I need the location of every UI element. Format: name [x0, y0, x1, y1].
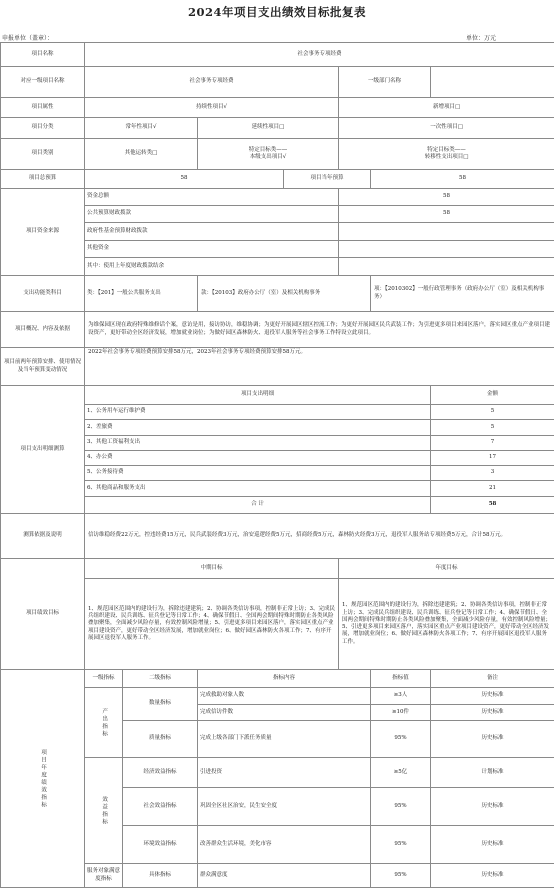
details-head-item: 项目支出明细	[85, 386, 431, 405]
first-class-value: 社会事务专项经费	[85, 67, 339, 98]
ind-l2: 具体指标	[123, 864, 198, 888]
ind-head-note: 备注	[431, 670, 554, 688]
total-budget-label: 项目总预算	[1, 170, 85, 189]
goals-mid-head: 中期目标	[85, 559, 339, 579]
detail-row-name: 5、公务接待费	[85, 466, 431, 481]
detail-row-value: 7	[431, 436, 554, 451]
function-label: 支出功能类科目	[1, 276, 85, 312]
detail-row-value: 5	[431, 420, 554, 436]
ind-l2: 环境效益指标	[123, 826, 198, 864]
category-label: 项目分类	[1, 118, 85, 139]
amount-unit-label: 单位：万元	[466, 35, 497, 42]
detail-row-name: 2、差旅费	[85, 420, 431, 436]
ind-content: 引进投资	[198, 758, 371, 788]
ind-note: 历史标准	[431, 688, 554, 705]
goals-year-text: 1、规范园区范围内的建设行为，拆除违建建筑；2、协调各类信访事项，控制非正常上访；3、完成民兵组织建设、民兵训练、征兵登记等日常工作；4、确保节假日、全国两会期间特殊时期防止各类风险叠加聚集，全面减少风险存量，有效控制风险增量；5、引进更多项目来园区落户，落实园区重点产业项目建设资产，更好带动全区经济发展，增加就业岗位；6、做好园区森林防火各项工作；7、有序开展园区退役军人服务工作。	[339, 579, 554, 670]
ind-note: 计划标准	[431, 758, 554, 788]
ind-note: 历史标准	[431, 721, 554, 758]
details-label: 项目支出明细测算	[1, 386, 85, 514]
category-routine: 常年性项目√	[85, 118, 198, 139]
indicators-label	[1, 670, 85, 888]
funding-row-name: 其他资金	[85, 241, 339, 258]
ind-output-label	[85, 688, 123, 758]
function-class: 类：【201】一般公共服务支出	[85, 276, 198, 312]
ind-note: 历史标准	[431, 826, 554, 864]
type-special-transfer	[339, 139, 554, 170]
ind-content: 完成上级各部门下派任务质量	[198, 721, 371, 758]
ind-output-label-text: 产出指标	[101, 707, 108, 738]
ind-l2: 质量指标	[123, 721, 198, 758]
ind-value: 95%	[371, 788, 431, 826]
detail-row-value: 17	[431, 451, 554, 466]
overview-label: 项目概况、内容及依据	[1, 312, 85, 348]
history-text: 2022年社会事务专项经费预算安排58万元，2023年社会事务专项经费预算安排58万元。	[85, 348, 554, 386]
ind-content: 改善群众生活环境，美化市容	[198, 826, 371, 864]
detail-row-name: 4、办公费	[85, 451, 431, 466]
type-label: 项目类别	[1, 139, 85, 170]
approval-table	[0, 42, 554, 888]
first-dept-value	[431, 67, 554, 98]
ind-value: 95%	[371, 864, 431, 888]
ind-l2: 社会效益指标	[123, 788, 198, 826]
goals-label: 项目绩效目标	[1, 559, 85, 670]
ind-value: ≥10件	[371, 705, 431, 721]
detail-row-value: 21	[431, 481, 554, 497]
details-total-label: 合 计	[85, 497, 431, 514]
detail-row-name: 3、其他工资福利支出	[85, 436, 431, 451]
project-name-label: 项目名称	[1, 43, 85, 67]
type-special-local	[198, 139, 339, 170]
ind-l2: 数量指标	[123, 688, 198, 721]
category-once: 一次性项目□	[339, 118, 554, 139]
ind-content: 巩固全区社区治安，民生安全度	[198, 788, 371, 826]
detail-row-value: 5	[431, 405, 554, 420]
detail-row-name: 6、其他商品和服务支出	[85, 481, 431, 497]
overview-text: 为维保园区现在政府特殊维修话个案，意访是用，接访协访，维稳协调；为更好开展园区辖区控流工作；为更好开展园区民兵武装工作；为引进更多项目来园区落户，落实园区重点产业项目建设资产，更好带动全区经济发展，增加就业岗位；为做好园区森林防火、退役军人服务等社会事务工作特设立此项目。	[85, 312, 554, 348]
goals-year-head: 年度目标	[339, 559, 554, 579]
funding-row-value: 58	[339, 206, 554, 223]
ind-head-content: 指标内容	[198, 670, 371, 688]
ind-head-l2: 二级指标	[123, 670, 198, 688]
ind-benefit-label	[85, 758, 123, 864]
attr-new: 新增项目□	[339, 98, 554, 118]
history-label: 项目前两年预算安排、使用情况及当年预算变动情况	[1, 348, 85, 386]
ind-head-l1: 一级指标	[85, 670, 123, 688]
detail-row-name: 1、公务用车运行维护费	[85, 405, 431, 420]
funding-label: 项目资金来源	[1, 189, 85, 276]
page-title: 2024年项目支出绩效目标批复表	[187, 5, 366, 19]
type-special-local-line1: 特定目标类——	[248, 146, 288, 153]
first-dept-label: 一级部门名称	[339, 67, 431, 98]
attr-label: 项目属性	[1, 98, 85, 118]
ind-content: 完成信访件数	[198, 705, 371, 721]
attr-continuous: 持续性项目√	[85, 98, 339, 118]
ind-note: 历史标准	[431, 705, 554, 721]
ind-value: ≥3人	[371, 688, 431, 705]
applicant-unit-label: 申报单位（盖章）：	[2, 35, 54, 42]
funding-row-name: 其中：使用上年度财政拨款结余	[85, 258, 339, 276]
calc-text: 信访维稳经费22万元，控违经费15万元，民兵武装经费3万元，治安巡逻经费5万元，招商经费5万元，森林防火经费3万元，退役军人服务站专项经费5万元，合计58万元。	[85, 514, 554, 559]
calc-label: 测算依据及说明	[1, 514, 85, 559]
project-name-value: 社会事务专项经费	[85, 43, 554, 67]
indicators-label-text: 项目年度绩效指标	[40, 748, 47, 809]
funding-row-value	[339, 241, 554, 258]
ind-l2: 经济效益指标	[123, 758, 198, 788]
ind-content: 群众满意度	[198, 864, 371, 888]
function-section: 款：【20103】政府办公厅（室）及相关机构事务	[198, 276, 371, 312]
ind-service-label: 服务对象满意度指标	[85, 864, 123, 888]
detail-row-value: 3	[431, 466, 554, 481]
funding-row-name: 资金总额	[85, 189, 339, 206]
funding-row-value: 58	[339, 189, 554, 206]
year-budget-value: 58	[371, 170, 554, 189]
details-head-amount: 金额	[431, 386, 554, 405]
goals-mid-text: 1、规范园区范围内的建设行为，拆除违建建筑；2、协调各类信访事项，控制非正常上访；3、完成民兵组织建设、民兵训练、征兵登记等日常工作；4、确保节假日、全国两会期间特殊时期防止各类风险叠加聚集，全面减少风险存量，有效控制风险增量；5、引进更多项目来园区落户，落实园区重点产业项目建设资产，更好带动全区经济发展，增加就业岗位；6、做好园区森林防火各项工作；7、有序开展园区退役军人服务工作。	[85, 579, 339, 670]
ind-head-value: 指标值	[371, 670, 431, 688]
funding-row-name: 公共预算财政拨款	[85, 206, 339, 223]
ind-note: 历史标准	[431, 864, 554, 888]
type-special-transfer-line2: 转移性支出项目□	[424, 154, 469, 160]
category-continuing: 延续性项目□	[198, 118, 339, 139]
ind-content: 完成救助对象人数	[198, 688, 371, 705]
funding-row-value	[339, 223, 554, 241]
type-special-transfer-line1: 特定目标类——	[427, 146, 466, 153]
year-budget-label: 项目当年预算	[284, 170, 371, 189]
first-class-label: 对应一级项目名称	[1, 67, 85, 98]
ind-value: 95%	[371, 721, 431, 758]
ind-benefit-label-text: 效益指标	[101, 795, 108, 826]
ind-value: 95%	[371, 826, 431, 864]
ind-note: 历史标准	[431, 788, 554, 826]
total-budget-value: 58	[85, 170, 284, 189]
funding-row-name: 政府性基金预算财政拨款	[85, 223, 339, 241]
ind-value: ≥5亿	[371, 758, 431, 788]
type-special-local-line2: 本级支出项目√	[249, 154, 287, 160]
details-total-value: 58	[431, 497, 554, 514]
function-item: 项：【2010302】一般行政管理事务（政府办公厅（室）及相关机构事务）	[371, 276, 554, 312]
type-other: 其他运转类□	[85, 139, 198, 170]
funding-row-value	[339, 258, 554, 276]
